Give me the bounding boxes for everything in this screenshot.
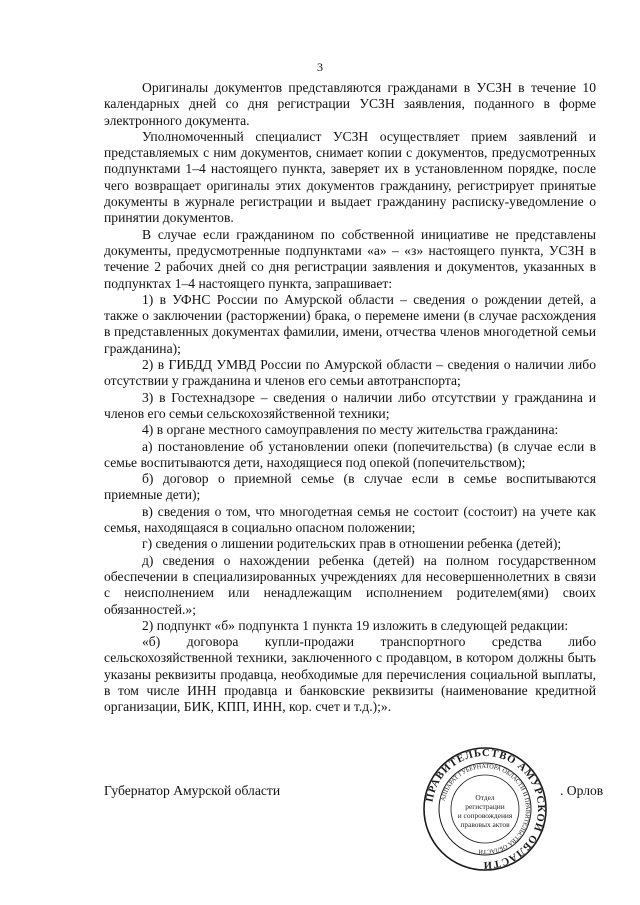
paragraph: д) сведения о нахождении ребенка (детей) на полном государственном обеспечении в специализированных учреждениях для несовершеннолетних в связи с неисполнением или ненадлежащим исполнением родителем(ями) своих обязанностей.»; [104,552,596,617]
paragraph: 4) в органе местного самоуправления по месту жительства гражданина: [142,422,559,438]
paragraph: «б) договора купли-продажи транспортного средства либо сельскохозяйственной техники, заключенного с продавцом, в котором должны быть указаны реквизиты продавца, необходимые для перечисления социальной выплаты, в том числе ИНН продавца и банковские реквизиты (наименование кредитной организации, БИК, КПП, ИНН, кор. счет и т.д.);». [104,634,596,715]
page-number: 3 [317,60,323,74]
paragraph: В случае если гражданином по собственной инициативе не представлены документы, предусмотренные подпунктами «а» – «з» настоящего пункта, УСЗН в течение 2 рабочих дней со дня регистрации заявления и документов, указанных в подпунктах 1–4 настоящего пункта, запрашивает: [104,226,596,291]
stamp-center-line: Отдел [475,793,495,802]
stamp-inner-text: АППАРАТ ГУБЕРНАТОРА ОБЛАСТИ И ПРАВИТЕЛЬСТВА ОБЛАСТИ [439,762,532,856]
paragraph: а) постановление об установлении опеки (попечительства) (в случае если в семье воспитываются дети, находящиеся под опекой (попечительством); [104,438,596,470]
paragraph: 2) в ГИБДД УМВД России по Амурской области – сведения о наличии либо отсутствии у гражданина и членов его семьи автотранспорта; [104,357,596,389]
stamp-center-line: и сопровождения [457,811,513,820]
stamp-outer-text: ПРАВИТЕЛЬСТВО АМУРСКОЙ ОБЛАСТИ [424,747,547,871]
paragraph: 1) в УФНС России по Амурской области – сведения о рождении детей, а также о заключении (расторжении) брака, о перемене имени (в случае расхождения в представленных документах фамилии, имени, отчества членов многодетной семьи гражданина); [104,291,596,356]
signature-title: Губернатор Амурской области [104,783,281,798]
document-body [104,80,596,716]
stamp-center-line: регистрации [465,802,505,811]
paragraph: Оригиналы документов представляются гражданами в УСЗН в течение 10 календарных дней со дня регистрации УСЗН заявления, поданного в форме электронного документа. [104,80,596,128]
paragraph: б) договор о приемной семье (в случае если в семье воспитываются приемные дети); [104,471,596,503]
official-stamp [422,746,548,872]
paragraph: г) сведения о лишении родительских прав в отношении ребенка (детей); [142,536,562,552]
paragraph: Уполномоченный специалист УСЗН осуществляет прием заявлений и представляемых с ним документов, снимает копии с документов, предусмотренных подпунктами 1–4 настоящего пункта, заверяет их в установленном порядке, после чего возвращает оригиналы этих документов гражданину, регистрирует принятые документы в журнале регистрации и выдает гражданину расписку-уведомление о принятии документов. [104,128,596,226]
paragraph: в) сведения о том, что многодетная семья не состоит (состоит) на учете как семья, находящаяся в социально опасном положении; [104,503,596,536]
paragraph: 2) подпункт «б» подпункта 1 пункта 19 изложить в следующей редакции: [142,617,569,633]
stamp-center-line: правовых актов [460,820,510,829]
signature-name: . Орлов [560,783,604,798]
paragraph: 3) в Гостехнадзоре – сведения о наличии либо отсутствии у гражданина и членов его семьи сельскохозяйственной техники; [104,389,596,421]
